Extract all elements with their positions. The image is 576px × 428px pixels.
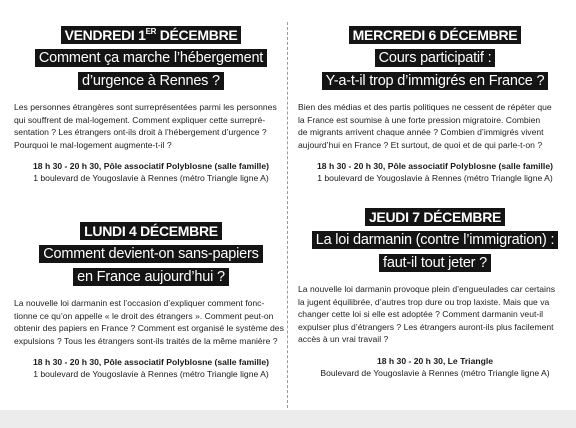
event-date: LUNDI 4 DÉCEMBRE bbox=[80, 222, 222, 240]
event-description: La nouvelle loi darmanin est l’occasion d’expliquer comment fonc- tionne ce qu’on appelle « le droit des étrangers ». Comment peut-on obtenir des papiers en France ? Comment est organisé le système des expulsions ? Tous les étrangers sont-ils traités de la même manière ? bbox=[14, 298, 284, 346]
event-title-line-2: d’urgence à Rennes ? bbox=[78, 72, 224, 90]
event-title-line-2: en France aujourd’hui ? bbox=[73, 268, 229, 286]
event-title-line-1: Comment devient-on sans-papiers bbox=[39, 245, 262, 263]
bottom-margin-band bbox=[0, 410, 576, 428]
event-date: MERCREDI 6 DÉCEMBRE bbox=[349, 26, 522, 44]
event-title-line-2: Y-a-t-il trop d’immigrés en France ? bbox=[322, 72, 549, 90]
event-jeudi-7-decembre bbox=[298, 208, 572, 379]
event-date: VENDREDI 1ER DÉCEMBRE bbox=[61, 26, 242, 44]
event-lundi-4-decembre bbox=[14, 222, 288, 380]
event-description: Bien des médias et des partis politiques ne cessent de répéter que la France est soumise à une forte pression migratoire. Combien de migrants arrivent chaque année ? Combien d’immigrés vivent aujourd’hui en France ? Et surtout, de quoi et de qui parle-t-on ? bbox=[298, 102, 552, 150]
event-address: 1 boulevard de Yougoslavie à Rennes (métro Triangle ligne A) bbox=[33, 369, 269, 380]
event-title-line-1: La loi darmanin (contre l’immigration) : bbox=[312, 231, 559, 249]
event-time-place: 18 h 30 - 20 h 30, Pôle associatif Polyblosne (salle famille) bbox=[33, 357, 269, 368]
event-title-line-2: faut-il tout jeter ? bbox=[379, 254, 491, 272]
event-title-line-1: Comment ça marche l’hébergement bbox=[35, 49, 267, 67]
event-time-place: 18 h 30 - 20 h 30, Pôle associatif Polyblosne (salle famille) bbox=[33, 161, 269, 172]
event-description: Les personnes étrangères sont surreprésentées parmi les personnes qui souffrent de mal-logement. Comment expliquer cette surrepré- sentation ? Les étrangers ont-ils droit à l’hébergement d’urgence ? Pourquoi le mal-logement augmente-t-il ? bbox=[14, 102, 277, 150]
event-title-line-1: Cours participatif : bbox=[375, 49, 496, 67]
event-date: JEUDI 7 DÉCEMBRE bbox=[365, 208, 505, 226]
event-address: 1 boulevard de Yougoslavie à Rennes (métro Triangle ligne A) bbox=[317, 173, 553, 184]
event-time-place: 18 h 30 - 20 h 30, Le Triangle bbox=[376, 355, 494, 366]
event-vendredi-1-decembre bbox=[14, 26, 288, 184]
event-description: La nouvelle loi darmanin provoque plein d’engueulades car certains la jugent équilibrée, d’autres trop dure ou trop laxiste. Mais que va changer cette loi si elle est adoptée ? Comment darmanin veut-il expulser plus d’étrangers ? Les étrangers auront-ils plus facilement accès à un vrai travail ? bbox=[298, 284, 556, 345]
event-mercredi-6-decembre bbox=[298, 26, 572, 184]
event-time-place: 18 h 30 - 20 h 30, Pôle associatif Polyblosne (salle famille) bbox=[317, 161, 553, 172]
event-address: Boulevard de Yougoslavie à Rennes (métro Triangle ligne A) bbox=[320, 367, 550, 378]
event-address: 1 boulevard de Yougoslavie à Rennes (métro Triangle ligne A) bbox=[33, 173, 269, 184]
